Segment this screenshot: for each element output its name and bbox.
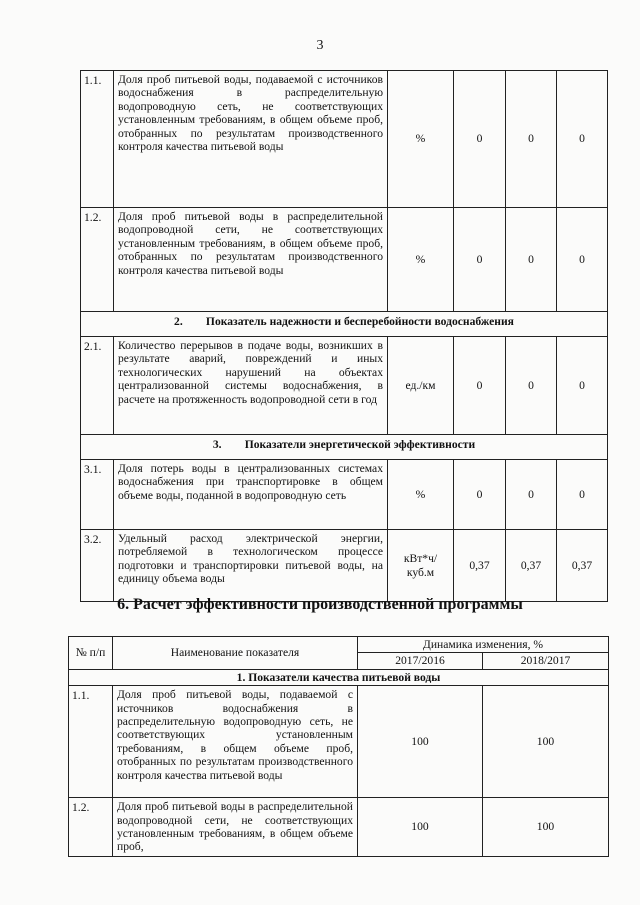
row-number: 1.1. bbox=[69, 686, 113, 798]
row-number: 3.2. bbox=[81, 530, 114, 602]
table-row bbox=[69, 798, 609, 857]
table-row bbox=[81, 460, 608, 530]
unit-cell: % bbox=[388, 460, 454, 530]
header-name: Наименование показателя bbox=[113, 637, 358, 670]
value-cell: 0 bbox=[506, 460, 557, 530]
header-number: № п/п bbox=[69, 637, 113, 670]
row-number: 2.1. bbox=[81, 337, 114, 435]
table-row bbox=[69, 686, 609, 798]
section-row bbox=[81, 435, 608, 460]
section-title: 3. Показатели энергетической эффективности bbox=[81, 435, 608, 460]
value-cell: 0 bbox=[454, 71, 506, 208]
header-dynamics: Динамика изменения, % bbox=[358, 637, 609, 653]
value-cell: 0 bbox=[557, 460, 608, 530]
value-cell: 0,37 bbox=[557, 530, 608, 602]
efficiency-table bbox=[68, 636, 609, 857]
value-cell: 0 bbox=[557, 208, 608, 312]
value-cell: 0,37 bbox=[454, 530, 506, 602]
indicator-name: Доля проб питьевой воды, подаваемой с источников водоснабжения в распределительную водопроводную сеть, не соответствующих установленным требованиям, в общем объеме проб, отобранных по результатам производственного контроля качества питьевой воды bbox=[114, 71, 388, 208]
indicator-name: Доля проб питьевой воды в распределительной водопроводной сети, не соответствующих установленным требованиям, в общем объеме проб, отобранных по результатам производственного контроля качества питьевой воды bbox=[114, 208, 388, 312]
section-heading: 6. Расчет эффективности производственной программы bbox=[117, 596, 523, 613]
header-year: 2017/2016 bbox=[358, 653, 483, 669]
unit-cell: % bbox=[388, 71, 454, 208]
header-row bbox=[69, 637, 609, 653]
row-number: 1.2. bbox=[69, 798, 113, 857]
value-cell: 0 bbox=[506, 208, 557, 312]
value-cell: 0 bbox=[454, 460, 506, 530]
value-cell: 0 bbox=[557, 71, 608, 208]
table-row bbox=[81, 530, 608, 602]
indicator-name: Доля проб питьевой воды в распределительной водопроводной сети, не соответствующих установленным требованиям, в общем объеме проб, bbox=[113, 798, 358, 857]
value-cell: 100 bbox=[483, 686, 609, 798]
row-number: 1.2. bbox=[81, 208, 114, 312]
table-row bbox=[81, 208, 608, 312]
section-row bbox=[69, 669, 609, 685]
value-cell: 0 bbox=[506, 71, 557, 208]
indicator-name: Удельный расход электрической энергии, потребляемой в технологическом процессе подготовки и транспортировки питьевой воды, на единицу объема воды bbox=[114, 530, 388, 602]
page-number: 3 bbox=[316, 38, 324, 53]
table-row bbox=[81, 71, 608, 208]
indicator-name: Доля проб питьевой воды, подаваемой с источников водоснабжения в распределительную водопроводную сеть, не соответствующих установленным требованиям, в общем объеме проб, отобранных по результатам производственного контроля качества питьевой воды bbox=[113, 686, 358, 798]
value-cell: 100 bbox=[358, 686, 483, 798]
unit-cell: ед./км bbox=[388, 337, 454, 435]
indicators-table bbox=[80, 70, 608, 602]
section-row bbox=[81, 312, 608, 337]
unit-cell: кВт*ч/ куб.м bbox=[388, 530, 454, 602]
indicator-name: Доля потерь воды в централизованных системах водоснабжения при транспортировке в общем объеме воды, поданной в водопроводную сеть bbox=[114, 460, 388, 530]
table-row bbox=[81, 337, 608, 435]
value-cell: 0 bbox=[506, 337, 557, 435]
value-cell: 0 bbox=[557, 337, 608, 435]
value-cell: 0 bbox=[454, 208, 506, 312]
row-number: 3.1. bbox=[81, 460, 114, 530]
section-title: 1. Показатели качества питьевой воды bbox=[69, 669, 609, 685]
value-cell: 0 bbox=[454, 337, 506, 435]
unit-cell: % bbox=[388, 208, 454, 312]
value-cell: 100 bbox=[483, 798, 609, 857]
section-title: 2. Показатель надежности и бесперебойности водоснабжения bbox=[81, 312, 608, 337]
value-cell: 0,37 bbox=[506, 530, 557, 602]
row-number: 1.1. bbox=[81, 71, 114, 208]
value-cell: 100 bbox=[358, 798, 483, 857]
header-year: 2018/2017 bbox=[483, 653, 609, 669]
indicator-name: Количество перерывов в подаче воды, возникших в результате аварий, повреждений и иных технологических нарушений на объектах централизованной системы водоснабжения, в расчете на протяженность водопроводной сети в год bbox=[114, 337, 388, 435]
